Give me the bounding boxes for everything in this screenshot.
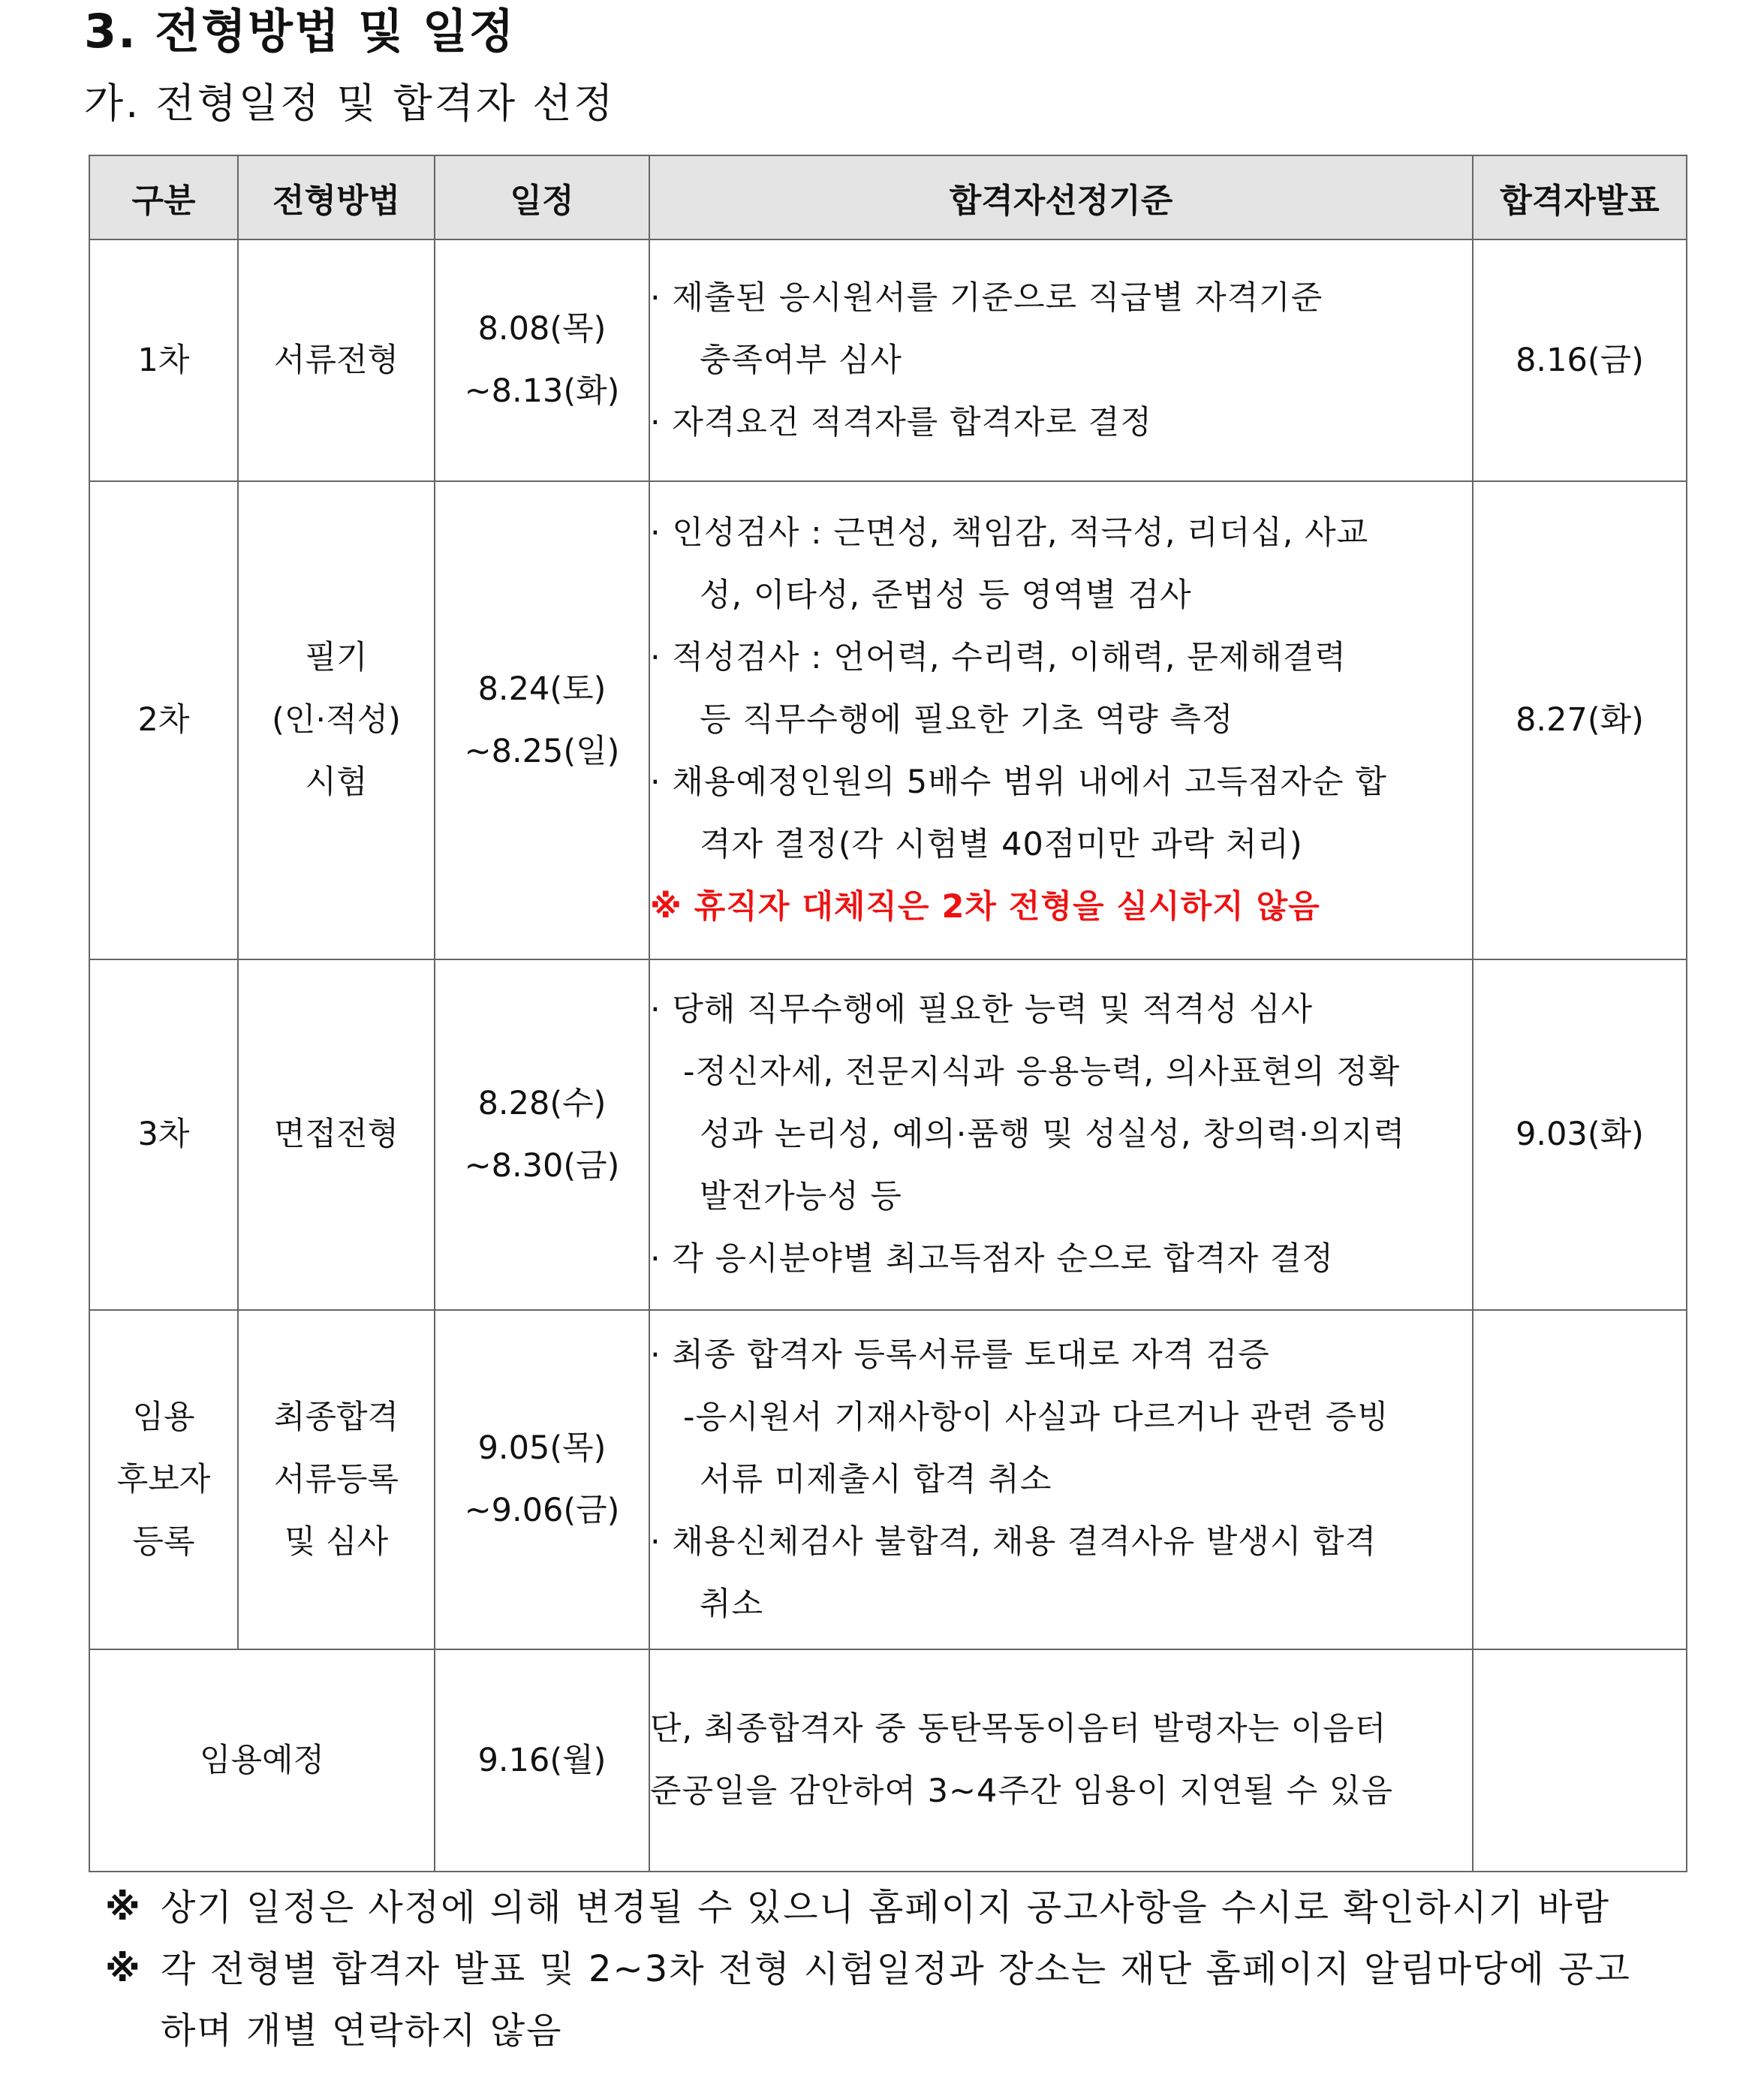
stage-text: 임용예정 bbox=[199, 1741, 325, 1779]
header-schedule: 일정 bbox=[435, 155, 649, 239]
announcement-cell bbox=[1473, 1310, 1687, 1649]
stage-text: 1차 bbox=[137, 341, 190, 379]
criteria-line: 단, 최종합격자 중 동탄목동이음터 발령자는 이음터 bbox=[650, 1710, 1387, 1748]
stage-cell bbox=[89, 959, 238, 1310]
header-announcement: 합격자발표 bbox=[1473, 155, 1687, 239]
criteria-line: · 적성검사 : 언어력, 수리력, 이해력, 문제해결력 bbox=[650, 639, 1347, 676]
criteria-line: · 채용신체검사 불합격, 채용 결격사유 발생시 합격 bbox=[650, 1522, 1377, 1561]
criteria-line: -응시원서 기재사항이 사실과 다르거나 관련 증빙 bbox=[683, 1398, 1389, 1436]
stage-text: 등록 bbox=[132, 1522, 195, 1561]
criteria-line: 서류 미제출시 합격 취소 bbox=[700, 1460, 1052, 1498]
schedule-start: 8.24(토) bbox=[477, 670, 607, 708]
criteria-cell bbox=[649, 481, 1473, 959]
method-text: 서류등록 bbox=[273, 1460, 399, 1498]
table-header-row bbox=[89, 155, 1687, 239]
method-text: 필기 bbox=[305, 639, 368, 676]
method-text: 시험 bbox=[305, 763, 368, 801]
criteria-line: 성과 논리성, 예의·품행 및 성실성, 창의력·의지력 bbox=[700, 1116, 1406, 1153]
announcement-date: 8.16(금) bbox=[1516, 341, 1644, 379]
method-cell bbox=[238, 239, 435, 481]
method-cell bbox=[238, 481, 435, 959]
announcement-date: 9.03(화) bbox=[1516, 1116, 1644, 1153]
method-text: 면접전형 bbox=[273, 1116, 399, 1153]
criteria-line: -정신자세, 전문지식과 응용능력, 의사표현의 정확 bbox=[683, 1053, 1401, 1091]
schedule-cell bbox=[435, 481, 649, 959]
criteria-cell bbox=[649, 1649, 1473, 1872]
announcement-cell bbox=[1473, 481, 1687, 959]
schedule-end: ~8.13(화) bbox=[464, 372, 620, 410]
criteria-line: · 채용예정인원의 5배수 범위 내에서 고득점자순 합 bbox=[650, 763, 1387, 801]
header-criteria: 합격자선정기준 bbox=[649, 155, 1473, 239]
schedule-date: 9.16(월) bbox=[477, 1741, 607, 1779]
schedule-cell bbox=[435, 1310, 649, 1649]
criteria-line: · 제출된 응시원서를 기준으로 직급별 자격기준 bbox=[650, 279, 1323, 317]
reference-mark-icon: ※ bbox=[105, 1887, 142, 1929]
table-row bbox=[89, 481, 1687, 959]
table-row bbox=[89, 239, 1687, 481]
announcement-cell bbox=[1473, 959, 1687, 1310]
criteria-line: · 인성검사 : 근면성, 책임감, 적극성, 리더십, 사교 bbox=[650, 514, 1369, 552]
criteria-line: · 최종 합격자 등록서류를 토대로 자격 검증 bbox=[650, 1336, 1270, 1374]
schedule-cell bbox=[435, 959, 649, 1310]
criteria-line: 취소 bbox=[700, 1585, 764, 1623]
header-method: 전형방법 bbox=[238, 155, 435, 239]
schedule-end: ~8.25(일) bbox=[464, 732, 620, 770]
schedule-start: 8.08(목) bbox=[477, 310, 607, 348]
criteria-line: 발전가능성 등 bbox=[700, 1178, 902, 1215]
stage-cell bbox=[89, 239, 238, 481]
method-text: 최종합격 bbox=[273, 1398, 399, 1436]
method-text: (인·적성) bbox=[272, 701, 401, 739]
schedule-cell bbox=[435, 239, 649, 481]
footnote bbox=[105, 1938, 1741, 2000]
criteria-line: 성, 이타성, 준법성 등 영역별 검사 bbox=[700, 577, 1192, 614]
announcement-cell bbox=[1473, 239, 1687, 481]
announcement-date: 8.27(화) bbox=[1516, 701, 1644, 739]
schedule-cell bbox=[435, 1649, 649, 1872]
stage-text: 2차 bbox=[137, 701, 190, 739]
stage-method-cell bbox=[89, 1649, 435, 1872]
footnote-text: 상기 일정은 사정에 의해 변경될 수 있으니 홈페이지 공고사항을 수시로 확인하시기 바람 bbox=[161, 1887, 1611, 1929]
criteria-line: 준공일을 감안하여 3~4주간 임용이 지연될 수 있음 bbox=[650, 1772, 1393, 1810]
footnote-text: 각 전형별 합격자 발표 및 2~3차 전형 시험일정과 장소는 재단 홈페이지 알림마당에 공고 bbox=[161, 1948, 1631, 1990]
table-row bbox=[89, 1649, 1687, 1872]
stage-text: 3차 bbox=[137, 1116, 190, 1153]
stage-cell bbox=[89, 1310, 238, 1649]
criteria-line: · 자격요건 적격자를 합격자로 결정 bbox=[650, 403, 1152, 441]
criteria-line: · 당해 직무수행에 필요한 능력 및 적격성 심사 bbox=[650, 991, 1314, 1028]
criteria-cell bbox=[649, 959, 1473, 1310]
warning-note: ※ 휴직자 대체직은 2차 전형을 실시하지 않음 bbox=[650, 888, 1320, 926]
footnote-continuation: 하며 개별 연락하지 않음 bbox=[161, 2010, 563, 2052]
stage-cell bbox=[89, 481, 238, 959]
criteria-cell bbox=[649, 239, 1473, 481]
section-heading: 3. 전형방법 및 일정 bbox=[84, 4, 516, 59]
criteria-line: · 각 응시분야별 최고득점자 순으로 합격자 결정 bbox=[650, 1240, 1334, 1278]
method-cell bbox=[238, 1310, 435, 1649]
stage-text: 임용 bbox=[132, 1398, 195, 1436]
criteria-cell bbox=[649, 1310, 1473, 1649]
table-row bbox=[89, 959, 1687, 1310]
section-subheading: 가. 전형일정 및 합격자 선정 bbox=[84, 80, 616, 127]
stage-text: 후보자 bbox=[116, 1460, 211, 1498]
footnotes bbox=[105, 1877, 1741, 2061]
reference-mark-icon: ※ bbox=[105, 1948, 142, 1990]
method-text: 및 심사 bbox=[284, 1522, 389, 1561]
schedule-table bbox=[89, 155, 1687, 1872]
announcement-cell bbox=[1473, 1649, 1687, 1872]
schedule-start: 9.05(목) bbox=[477, 1429, 607, 1467]
method-text: 서류전형 bbox=[273, 341, 399, 379]
header-stage: 구분 bbox=[89, 155, 238, 239]
criteria-line: 격자 결정(각 시험별 40점미만 과락 처리) bbox=[700, 826, 1303, 863]
criteria-line: 등 직무수행에 필요한 기초 역량 측정 bbox=[700, 701, 1234, 739]
schedule-start: 8.28(수) bbox=[477, 1084, 607, 1122]
schedule-end: ~9.06(금) bbox=[464, 1492, 620, 1529]
table-row bbox=[89, 1310, 1687, 1649]
schedule-end: ~8.30(금) bbox=[464, 1146, 620, 1185]
footnote bbox=[105, 1877, 1741, 1938]
criteria-line: 충족여부 심사 bbox=[700, 341, 902, 379]
method-cell bbox=[238, 959, 435, 1310]
